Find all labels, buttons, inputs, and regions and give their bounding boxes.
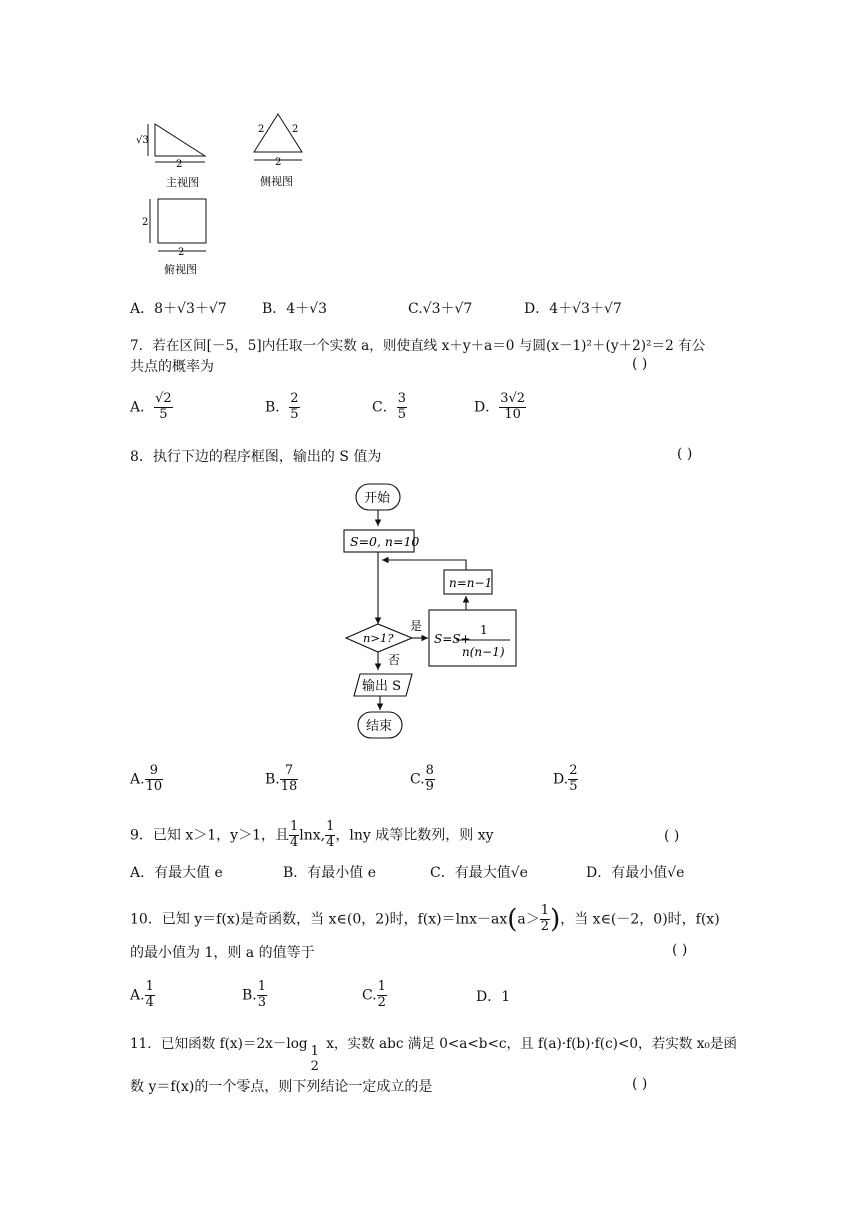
three-view-figure <box>130 110 320 280</box>
q7-option-a: A． $\frac{√2}{5}$ <box>130 391 172 422</box>
flowchart <box>330 478 530 746</box>
front-height-label: √3 <box>136 135 149 146</box>
q7-line2: 共点的概率为 <box>130 359 214 375</box>
side-left-label: 2 <box>258 124 265 135</box>
q8-paren: ( ) <box>677 446 693 462</box>
flow-decision-label: n>1? <box>363 631 394 645</box>
flow-init-label: S=0, n=10 <box>350 534 420 549</box>
top-view <box>150 199 206 251</box>
front-width-label: 2 <box>176 159 183 170</box>
q9-option-b: B．有最小值 e <box>283 865 377 881</box>
q10-line2: 的最小值为 1，则 a 的值等于 <box>130 945 315 961</box>
q11-line1: 11．已知函数 f(x)＝2x－log 1 2 x，实数 abc 满足 0<a<b<c，且 f(a)·f(b)·f(c)<0，若实数 x₀是函 <box>130 1036 738 1074</box>
q11-line2: 数 y＝f(x)的一个零点，则下列结论一定成立的是 <box>130 1079 433 1095</box>
side-base-label: 2 <box>275 157 282 168</box>
q10-option-a: A. $\frac{1}{4}$ <box>130 979 154 1010</box>
q10-option-d: D．1 <box>476 989 511 1005</box>
q7-option-c: C． $\frac{3}{5}$ <box>372 391 406 422</box>
flow-start-label: 开始 <box>364 491 391 506</box>
q6-option-b: B．4＋√3 <box>262 301 328 317</box>
q9-stem: 9．已知 x＞1，y＞1，且 $\frac{1}{4}$ lnx, $\frac{1}{4}$ ，lny 成等比数列，则 xy <box>130 819 494 850</box>
flow-end-label: 结束 <box>366 719 393 734</box>
q8-option-a: A. $\frac{9}{10}$ <box>130 763 163 794</box>
q10-paren: ( ) <box>672 942 688 958</box>
q8-option-b: B. $\frac{7}{18}$ <box>265 763 298 794</box>
front-view <box>148 124 205 162</box>
q6-option-c: C.√3＋√7 <box>408 301 473 317</box>
q10-stem: 10．已知 y＝f(x)是奇函数，当 x∈(0，2)时，f(x)＝lnx－ax(a＞ $\frac{1}{2}$ )，当 x∈(－2，0)时，f(x) <box>130 903 720 935</box>
q9-option-d: D．有最小值√e <box>586 865 685 881</box>
q8-option-c: C. $\frac{8}{9}$ <box>410 763 434 794</box>
q10-option-c: C. $\frac{1}{2}$ <box>362 979 386 1010</box>
flow-update-label: n=n−1 <box>449 576 493 590</box>
q7-line1: 7．若在区间[－5，5]内任取一个实数 a，则使直线 x＋y＋a＝0 与圆(x－1)²＋(y＋2)²＝2 有公 <box>130 338 706 354</box>
q9-option-a: A．有最大值 e <box>130 865 223 881</box>
q6-option-d: D．4＋√3＋√7 <box>524 301 622 317</box>
side-right-label: 2 <box>292 124 299 135</box>
q8-text: 8．执行下边的程序框图，输出的 S 值为 <box>130 449 382 465</box>
q11-paren: ( ) <box>632 1076 648 1092</box>
q9-paren: ( ) <box>664 828 680 844</box>
q9-option-c: C．有最大值√e <box>430 865 528 881</box>
flow-output-label: 输出 S <box>362 679 402 694</box>
q8-option-d: D. $\frac{2}{5}$ <box>553 763 578 794</box>
q7-option-b: B． $\frac{2}{5}$ <box>265 391 299 422</box>
front-caption: 主视图 <box>166 176 199 189</box>
top-caption: 俯视图 <box>164 263 197 276</box>
q10-option-b: B. $\frac{1}{3}$ <box>242 979 267 1010</box>
flow-process-prefix: S=S+ <box>434 632 471 646</box>
flow-process-den: n(n−1) <box>462 645 505 659</box>
flow-no-label: 否 <box>388 653 401 667</box>
q7-paren: ( ) <box>632 356 648 372</box>
flow-process-num: 1 <box>480 623 488 637</box>
top-height-label: 2 <box>142 217 149 228</box>
side-view <box>254 114 302 160</box>
q7-option-d: D． $\frac{3√2}{10}$ <box>474 391 526 422</box>
q6-option-a: A．8＋√3＋√7 <box>130 301 227 317</box>
flow-yes-label: 是 <box>410 619 423 633</box>
top-width-label: 2 <box>178 247 185 258</box>
side-caption: 侧视图 <box>260 175 293 188</box>
